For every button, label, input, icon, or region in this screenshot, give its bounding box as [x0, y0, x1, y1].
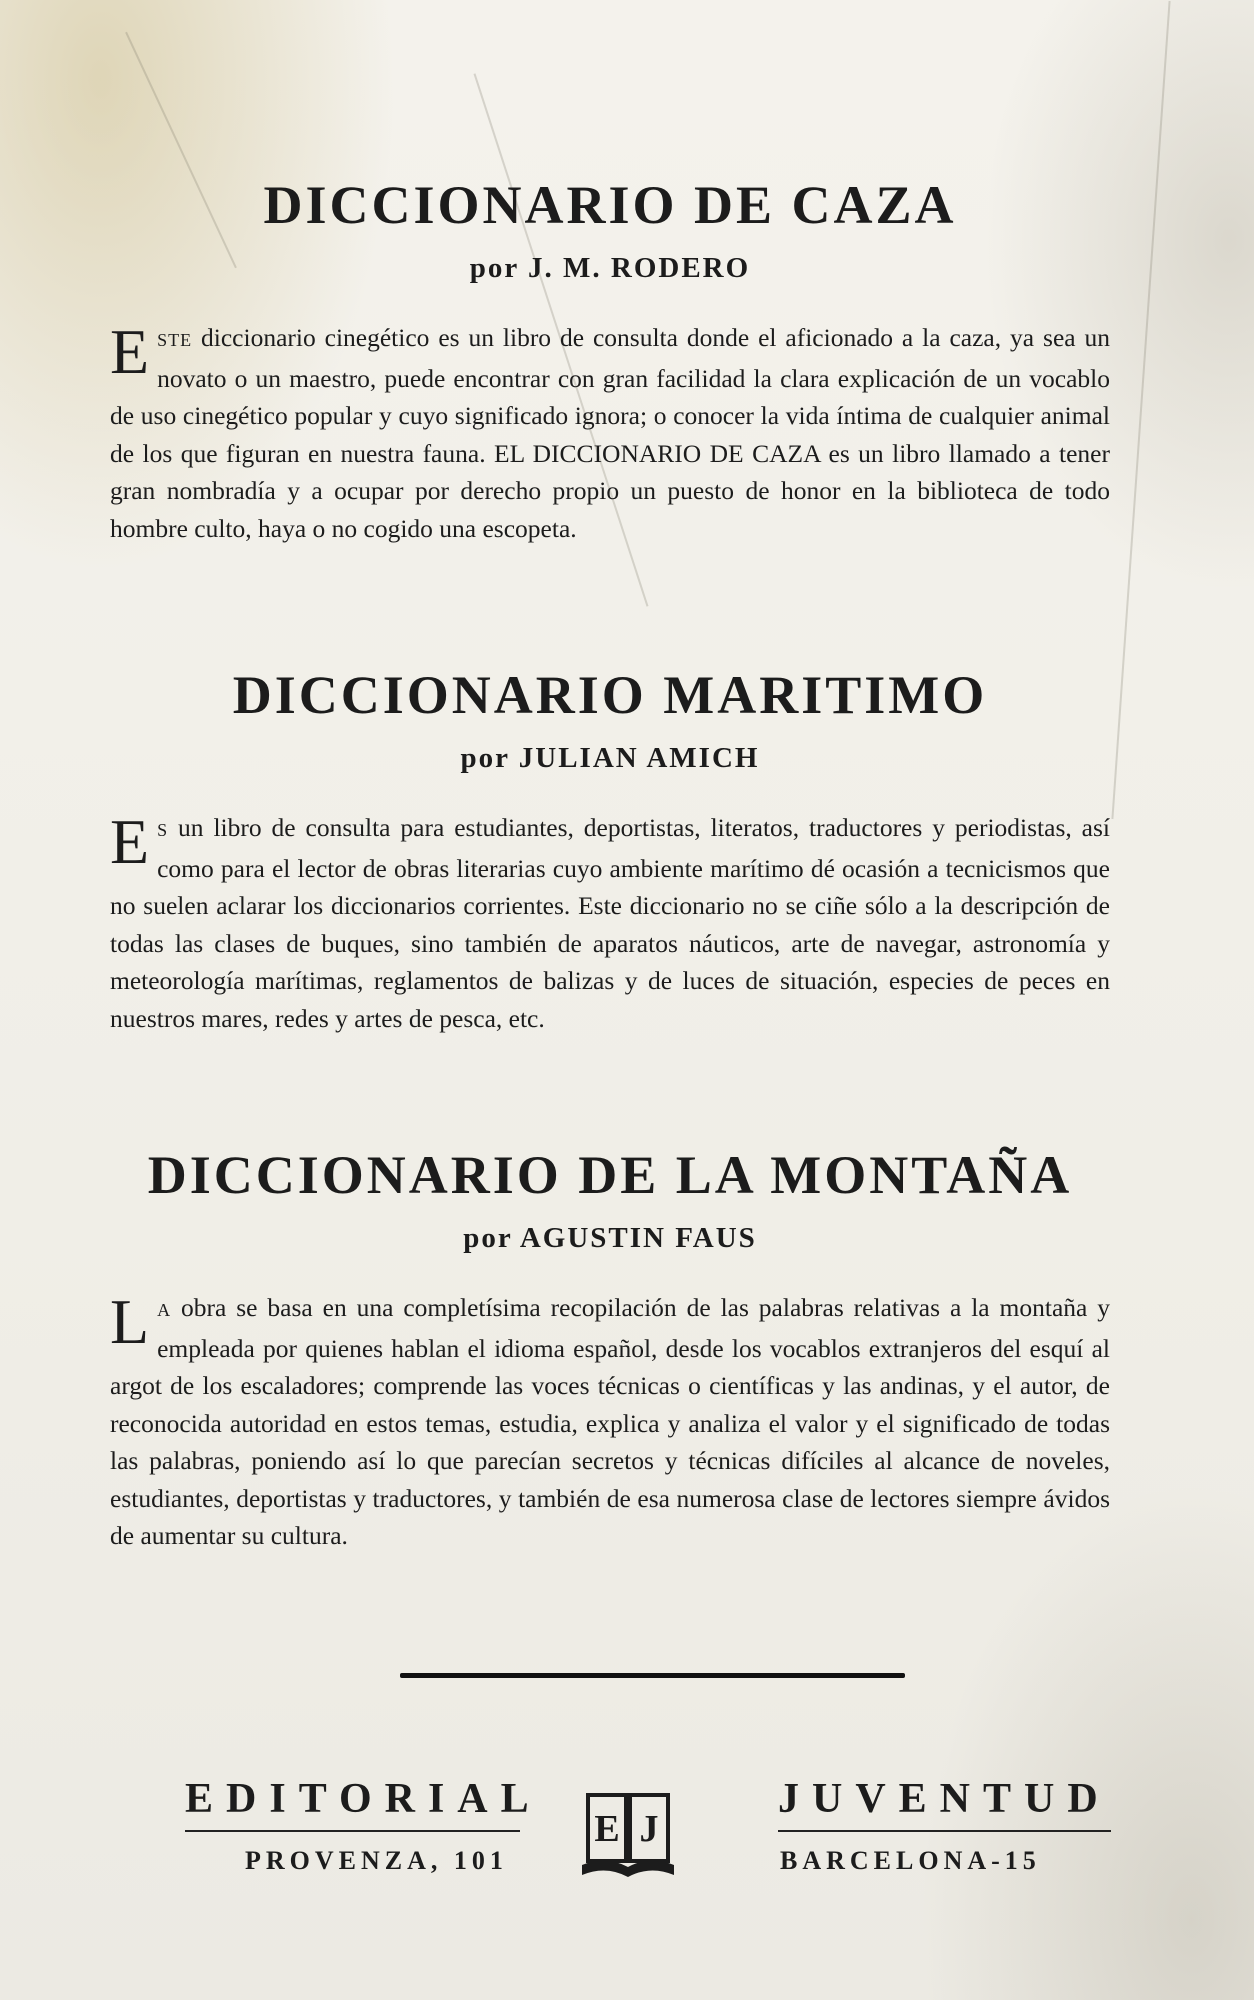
drop-cap: L	[110, 1286, 150, 1357]
book-author: por J. M. RODERO	[469, 252, 751, 284]
drop-cap: E	[110, 806, 150, 877]
book-title: DICCIONARIO DE CAZA	[263, 175, 957, 235]
logo-letter-j: J	[639, 1808, 659, 1850]
logo-letter-e: E	[594, 1808, 620, 1850]
book-entry-montana	[110, 1145, 1110, 1555]
book-entry-caza	[110, 175, 1110, 547]
divider-rule	[400, 1673, 905, 1678]
book-logo-icon	[578, 1775, 678, 1885]
lead-in: S	[157, 820, 169, 840]
book-description	[110, 316, 1110, 547]
book-author: por AGUSTIN FAUS	[463, 1222, 757, 1254]
book-entry-maritimo	[110, 665, 1110, 1037]
book-author: por JULIAN AMICH	[460, 742, 760, 774]
book-description	[110, 1286, 1110, 1555]
drop-cap: E	[110, 316, 150, 387]
description-text: diccionario cinegético es un libro de consulta donde el aficionado a la caza, ya sea un novato o un maestro, puede encontrar con gran facilidad la clara explicación de un vocablo de uso cinegético popular y cuyo significado ignora; o conocer la vida íntima de cualquier animal de los que figuran en nuestra fauna. EL DICCIONARIO DE CAZA es un libro llamado a tener gran nombradía y a ocupar por derecho propio un puesto de honor en la biblioteca de todo hombre culto, haya o no cogido una escopeta.	[110, 323, 1110, 543]
paper-crease	[1111, 1, 1170, 819]
publisher-name-left: EDITORIAL	[185, 1776, 542, 1822]
publisher-address: PROVENZA, 101	[245, 1846, 508, 1875]
lead-in: A	[157, 1300, 172, 1320]
lead-in: STE	[157, 330, 193, 350]
book-title: DICCIONARIO MARITIMO	[232, 665, 988, 725]
publisher-name-right: JUVENTUD	[778, 1776, 1111, 1822]
footer-underline-right	[778, 1830, 1111, 1832]
book-title: DICCIONARIO DE LA MONTAÑA	[147, 1145, 1073, 1205]
footer-underline-left	[185, 1830, 520, 1832]
publisher-city: BARCELONA-15	[780, 1846, 1041, 1875]
book-description	[110, 806, 1110, 1037]
description-text: un libro de consulta para estudiantes, deportistas, literatos, traductores y periodistas, así como para el lector de obras literarias cuyo ambiente marítimo dé ocasión a tecnicismos que no suelen aclarar los diccionarios corrientes. Este diccionario no se ciñe sólo a la descripción de todas las clases de buques, sino también de aparatos náuticos, arte de navegar, astronomía y meteorología marítimas, reglamentos de balizas y de luces de situación, especies de peces en nuestros mares, redes y artes de pesca, etc.	[110, 813, 1110, 1033]
description-text: obra se basa en una completísima recopilación de las palabras relativas a la montaña y empleada por quienes hablan el idioma español, desde los vocablos extranjeros del esquí al argot de los escaladores; comprende las voces técnicas o científicas y las andinas, y el autor, de reconocida autoridad en estos temas, estudia, explica y analiza el valor y el significado de todas las palabras, poniendo así lo que parecían secretos y técnicas difíciles al alcance de noveles, estudiantes, deportistas y traductores, y también de esa numerosa clase de lectores siempre ávidos de aumentar su cultura.	[110, 1293, 1110, 1550]
